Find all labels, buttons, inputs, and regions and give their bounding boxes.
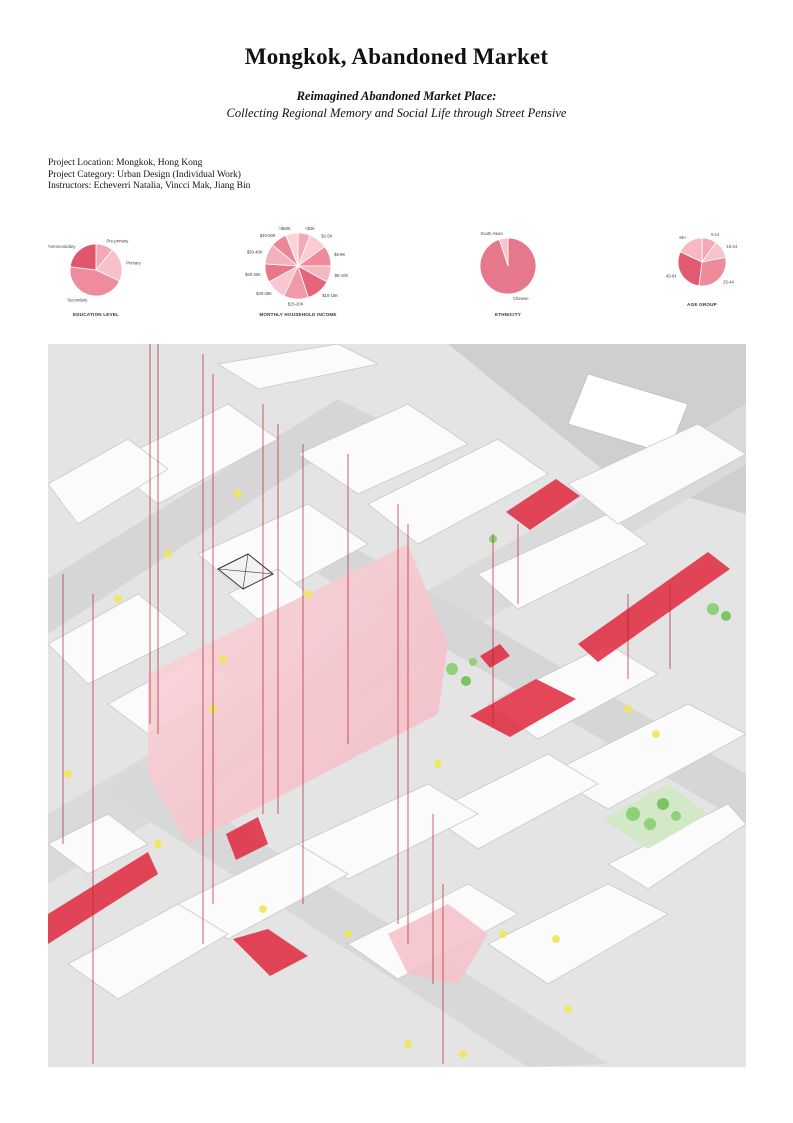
ethnicity-pie-chart <box>458 222 558 322</box>
subtitle-lead: Reimagined Abandoned Market Place: <box>296 89 497 103</box>
project-info <box>48 158 250 193</box>
education-caption: EDUCATION LEVEL <box>72 312 120 317</box>
project-instructors: Instructors: Echeverri Natalia, Vincci Mak, Jiang Bin <box>48 181 251 191</box>
pie-slice-label: 0-14 <box>710 231 720 237</box>
pie-slice-label: 25-44 <box>723 279 734 285</box>
pie-slice-label: 45-64 <box>665 273 677 279</box>
axonometric-site-drawing <box>48 344 746 1067</box>
ethnicity-pie <box>458 222 558 310</box>
pie-slice-label: $25-30K <box>245 271 261 277</box>
pie-slice-label: Chinese <box>513 296 529 302</box>
education-pie-chart <box>48 222 168 322</box>
page-title: Mongkok, Abandoned Market <box>244 44 549 69</box>
age-pie-chart <box>658 222 746 322</box>
pie-slice-label: Pre-primary <box>106 238 129 244</box>
demographic-charts <box>48 222 746 327</box>
pie-slice-label: Primary <box>126 260 141 266</box>
pie-slice-label: 15-24 <box>726 243 738 249</box>
pie-slice-label: $10-15K <box>322 292 339 298</box>
age-pie <box>658 222 746 310</box>
pie-slice-label: $2-5K <box>321 233 333 239</box>
pie-slice-label: $15-20K <box>287 301 304 307</box>
pie-slice-label: Secondary <box>67 297 88 303</box>
pie-slice-label: $8-10K <box>334 272 349 278</box>
income-pie <box>238 222 358 310</box>
pie-slice-label: $5-8K <box>334 251 346 257</box>
income-pie-chart <box>238 222 358 322</box>
education-pie <box>48 222 168 310</box>
pie-slice-label: $40-60K <box>259 232 276 238</box>
pie-slice-label: <$2K <box>305 226 316 232</box>
pie-slice <box>699 258 726 286</box>
pie-slice-label: 65+ <box>679 235 687 241</box>
age-caption: AGE GROUP <box>687 302 717 307</box>
project-location: Project Location: Mongkok, Hong Kong <box>48 158 203 168</box>
pie-slice-label: $30-40K <box>246 249 263 255</box>
page-subtitle <box>150 88 643 122</box>
subtitle-text: Collecting Regional Memory and Social Life through Street Pensive <box>226 106 567 120</box>
pie-slice-label: Post-secondary <box>48 244 76 250</box>
pie-slice-label: >$60K <box>278 226 291 232</box>
project-category: Project Category: Urban Design (Individual Work) <box>48 169 241 180</box>
income-caption: MONTHLY HOUSEHOLD INCOME <box>259 312 337 317</box>
pie-slice-label: $20-25K <box>256 291 272 297</box>
pie-slice-label: South Asian <box>480 230 503 236</box>
ethnicity-caption: ETHNICITY <box>494 312 522 317</box>
site-axonometric <box>48 344 746 1067</box>
